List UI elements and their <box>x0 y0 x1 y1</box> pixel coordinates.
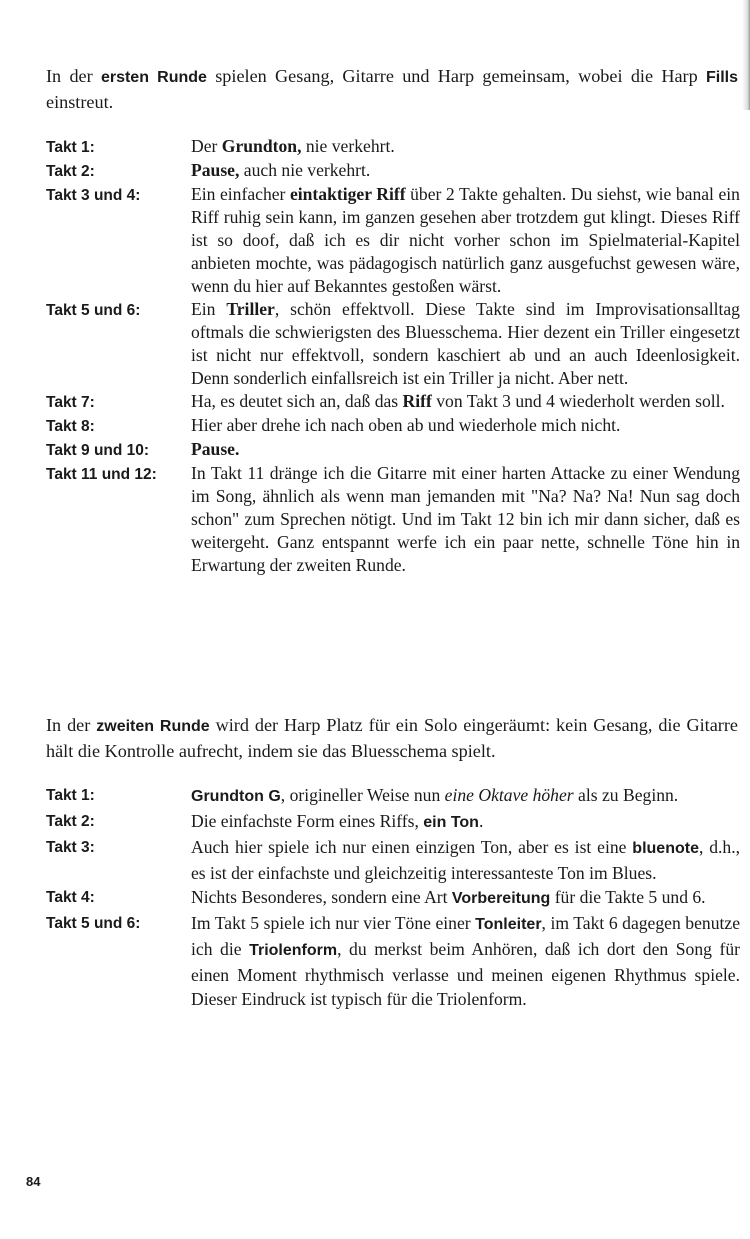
emphasized-text: bluenote <box>632 840 699 857</box>
text-run: , d.h., es ist der einfachste und gleichzeitig interessanteste Ton im Blues. <box>191 837 740 883</box>
takt-description <box>191 835 740 885</box>
takt-label: Takt 7: <box>46 394 95 411</box>
text-run: , schön effektvoll. Diese Takte sind im Improvisationsalltag oftmals die schwierigsten des Bluesschema. Hier dezent ein Triller eingesetzt ist nicht nur effektvoll, sondern kaschiert ab und an auch Ideenlosigkeit. Denn sonderlich einfallsreich ist ein Triller ja nicht. Aber nett. <box>191 299 740 388</box>
takt-label: Takt 3 und 4: <box>46 187 141 204</box>
emphasized-text: Vorbereitung <box>451 890 551 907</box>
text-run: über 2 Takte gehalten. Du siehst, wie banal ein Riff ruhig sein kann, im ganzen gesehen aber trotzdem gut klingt. Dieses Riff ist so doof, daß ich es dir nicht vorher schon im Spielmaterial-Kapitel anbieten mochte, was pädagogisch natürlich ganz ausgefuchst gewesen wäre, wenn du hier auf Bekanntes gestoßen wärst. <box>191 184 740 296</box>
takt-list-second-round <box>46 783 740 1011</box>
takt-description <box>191 298 740 390</box>
text-run: Im Takt 5 spiele ich nur vier Töne einer <box>191 913 476 933</box>
text-run: Der <box>191 136 222 156</box>
text-run: einstreut. <box>46 92 114 112</box>
text-run: . <box>478 811 484 831</box>
takt-entry <box>46 135 740 159</box>
takt-label: Takt 8: <box>46 418 95 435</box>
takt-description <box>191 809 740 835</box>
emphasized-text: Triller <box>226 299 275 319</box>
text-run: Ein einfacher <box>191 184 290 204</box>
page-number: 84 <box>26 1174 41 1189</box>
emphasized-text: Riff <box>402 391 432 411</box>
takt-description <box>191 135 740 159</box>
takt-entry <box>46 183 740 298</box>
takt-description <box>191 159 740 183</box>
text-run: Ein <box>191 299 227 319</box>
text-run: , du merkst beim Anhören, daß ich dort den Song für einen Moment rhythmisch verlasse und meinen eigenen Rhythmus spiele. Dieser Eindruck ist typisch für die Triolenform. <box>191 939 740 1009</box>
text-run: In Takt 11 dränge ich die Gitarre mit einer harten Attacke zu einer Wendung im Song, ähnlich als wenn man jemanden mit "Na? Na? Na! Nun sag doch schon" zum Sprechen nötigt. Und im Takt 12 bin ich mir dann sicher, daß es weitergeht. Ganz entspannt werfe ich ein paar nette, schnelle Töne hin in Erwartung der zweiten Runde. <box>191 463 740 575</box>
takt-description <box>191 414 740 438</box>
takt-entry <box>46 390 740 414</box>
takt-label: Takt 3: <box>46 839 95 856</box>
emphasized-text: Grundton G <box>191 788 281 805</box>
emphasized-text: Triolenform <box>249 942 338 959</box>
emphasized-text: ersten Runde <box>100 69 207 86</box>
text-run: Nichts Besonderes, sondern eine Art <box>191 887 452 907</box>
emphasized-text: Pause. <box>191 439 240 459</box>
text-run: Hier aber drehe ich nach oben ab und wiederhole mich nicht. <box>191 415 621 435</box>
takt-label: Takt 4: <box>46 889 95 906</box>
takt-list-first-round <box>46 135 740 577</box>
takt-label: Takt 2: <box>46 813 95 830</box>
text-run: von Takt 3 und 4 wiederholt werden soll. <box>431 391 725 411</box>
text-run: wird der Harp Platz für ein Solo eingeräumt: kein Gesang, die Gitarre hält die Kontrolle aufrecht, indem sie das Bluesschema spielt. <box>46 715 738 761</box>
takt-description <box>191 183 740 298</box>
emphasized-text: Grundton, <box>221 136 302 156</box>
intro-paragraph-first-round <box>46 64 738 115</box>
emphasized-text: eine Oktave höher <box>444 785 574 805</box>
takt-entry <box>46 885 740 911</box>
text-run: auch nie verkehrt. <box>239 160 371 180</box>
text-run: In der <box>46 715 97 735</box>
takt-label: Takt 5 und 6: <box>46 302 141 319</box>
emphasized-text: Tonleiter <box>475 916 542 933</box>
emphasized-text: zweiten Runde <box>96 718 210 735</box>
takt-entry <box>46 809 740 835</box>
text-run: , im Takt 6 dagegen benutze ich die <box>191 913 740 959</box>
text-run: Ha, es deutet sich an, daß das <box>191 391 403 411</box>
takt-entry <box>46 462 740 577</box>
takt-label: Takt 9 und 10: <box>46 442 150 459</box>
takt-entry <box>46 835 740 885</box>
text-run: , origineller Weise nun <box>280 785 445 805</box>
takt-label: Takt 11 und 12: <box>46 466 157 483</box>
emphasized-text: eintaktiger Riff <box>289 184 406 204</box>
text-run: spielen Gesang, Gitarre und Harp gemeinsam, wobei die Harp <box>206 66 706 86</box>
emphasized-text: ein Ton <box>423 814 479 831</box>
text-run: nie verkehrt. <box>301 136 395 156</box>
text-run: In der <box>46 66 101 86</box>
takt-description <box>191 462 740 577</box>
takt-entry <box>46 298 740 390</box>
takt-description <box>191 885 740 911</box>
emphasized-text: Fills <box>705 69 738 86</box>
takt-label: Takt 1: <box>46 139 95 156</box>
takt-description <box>191 438 740 462</box>
text-run: Auch hier spiele ich nur einen einzigen Ton, aber es ist eine <box>191 837 633 857</box>
takt-label: Takt 5 und 6: <box>46 915 141 932</box>
takt-description <box>191 390 740 414</box>
takt-label: Takt 2: <box>46 163 95 180</box>
takt-description <box>191 783 740 809</box>
takt-entry <box>46 438 740 462</box>
intro-paragraph-second-round <box>46 713 738 764</box>
takt-entry <box>46 414 740 438</box>
page-edge-shadow <box>742 0 750 110</box>
emphasized-text: Pause, <box>191 160 240 180</box>
takt-entry <box>46 159 740 183</box>
text-run: für die Takte 5 und 6. <box>550 887 706 907</box>
text-run: als zu Beginn. <box>573 785 679 805</box>
text-run: Die einfachste Form eines Riffs, <box>191 811 424 831</box>
takt-entry <box>46 911 740 1011</box>
takt-entry <box>46 783 740 809</box>
takt-description <box>191 911 740 1011</box>
takt-label: Takt 1: <box>46 787 95 804</box>
